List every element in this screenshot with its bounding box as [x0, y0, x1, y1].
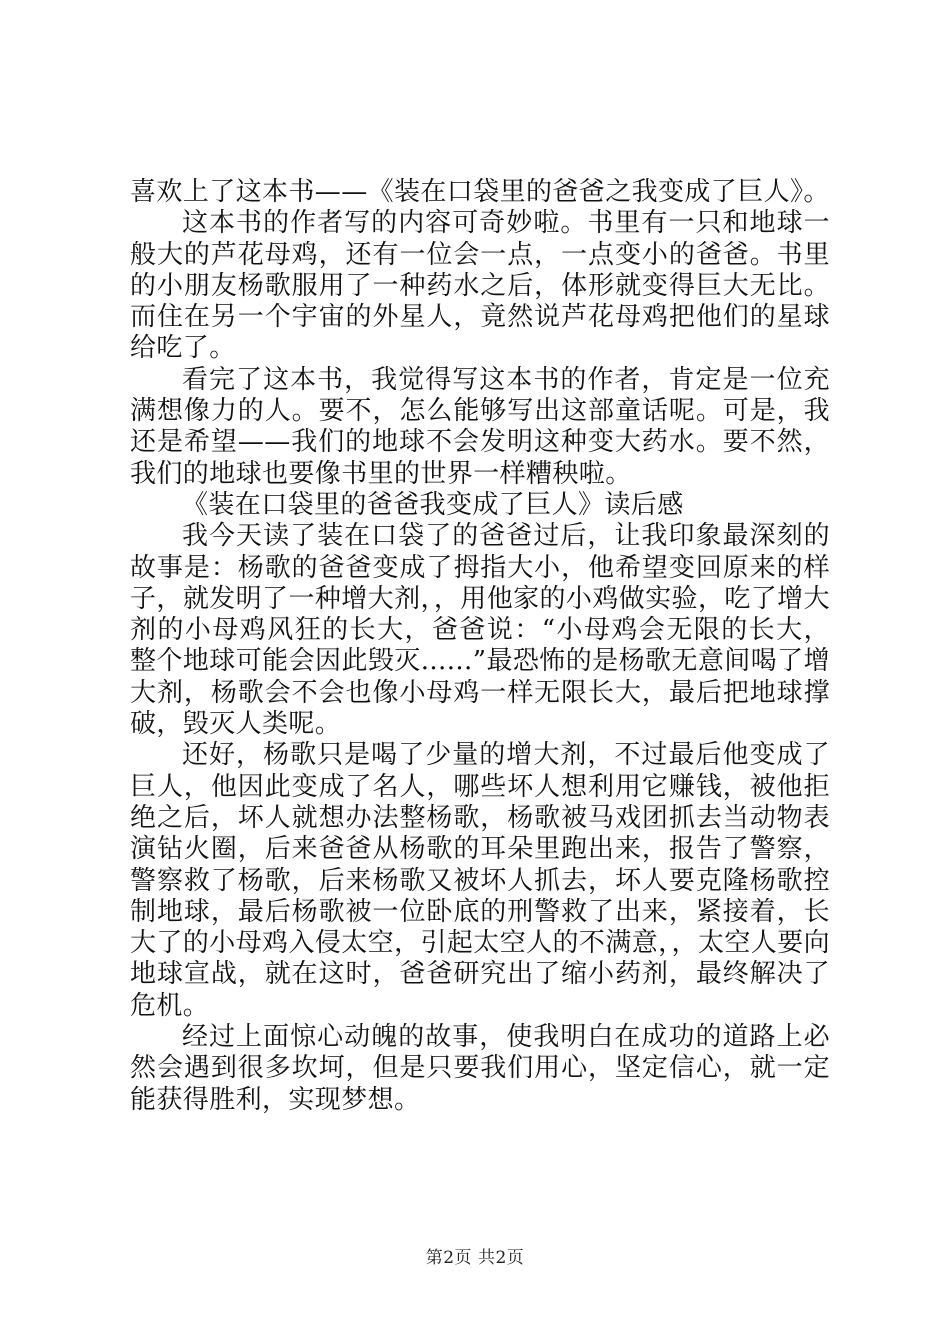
paragraph: 还好，杨歌只是喝了少量的增大剂，不过最后他变成了巨人，他因此变成了名人，哪些坏人想利用它赚钱，被他拒绝之后，坏人就想办法整杨歌，杨歌被马戏团抓去当动物表演钻火圈，后来爸爸从杨歌的耳朵里跑出来，报告了警察，警察救了杨歌，后来杨歌又被坏人抓去，坏人要克隆杨歌控制地球，最后杨歌被一位卧底的刑警救了出来，紧接着，长大了的小母鸡入侵太空，引起太空人的不满意，，太空人要向地球宣战，就在这时，爸爸研究出了缩小药剂，最终解决了危机。: [130, 740, 830, 1021]
paragraph: 这本书的作者写的内容可奇妙啦。书里有一只和地球一般大的芦花母鸡，还有一位会一点，一点变小的爸爸。书里的小朋友杨歌服用了一种药水之后，体形就变得巨大无比。而住在另一个宇宙的外星人，竟然说芦花母鸡把他们的星球给吃了。: [130, 208, 830, 364]
section-title: 《装在口袋里的爸爸我变成了巨人》读后感: [182, 489, 684, 520]
paragraph: 我今天读了装在口袋了的爸爸过后，让我印象最深刻的故事是：杨歌的爸爸变成了拇指大小，他希望变回原来的样子，就发明了一种增大剂，，用他家的小鸡做实验，吃了增大剂的小母鸡风狂的长大，爸爸说：“小母鸡会无限的长大，整个地球可能会因此毁灭......”最恐怖的是杨歌无意间喝了增大剂，杨歌会不会也像小母鸡一样无限长大，最后把地球撑破，毁灭人类呢。: [130, 521, 830, 740]
document-body: [130, 177, 830, 1116]
paragraph: 喜欢上了这本书——《装在口袋里的爸爸之我变成了巨人》。: [130, 177, 830, 207]
paragraph: 经过上面惊心动魄的故事，使我明白在成功的道路上必然会遇到很多坎坷，但是只要我们用心，坚定信心，就一定能获得胜利，实现梦想。: [130, 1022, 830, 1115]
paragraph: 看完了这本书，我觉得写这本书的作者，肯定是一位充满想像力的人。要不，怎么能够写出这部童话呢。可是，我还是希望——我们的地球不会发明这种变大药水。要不然，我们的地球也要像书里的世界一样糟秧啦。: [130, 364, 830, 489]
page-footer: 第2页 共2页: [425, 1248, 525, 1268]
